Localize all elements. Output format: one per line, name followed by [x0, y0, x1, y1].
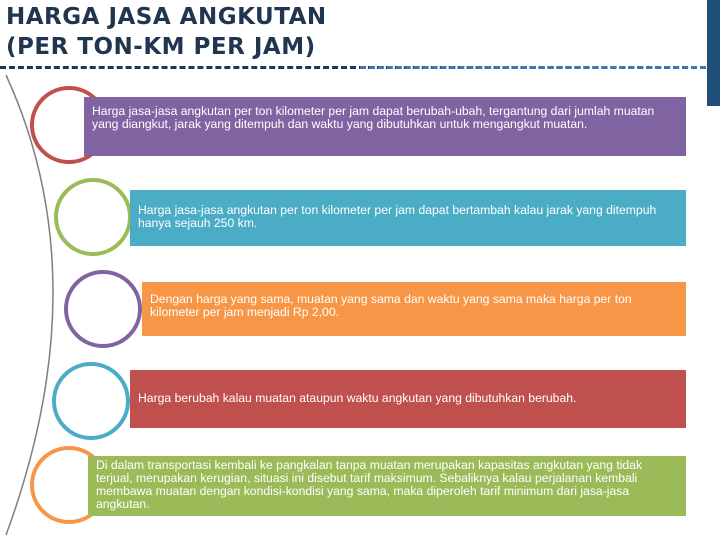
list-item-text: Di dalam transportasi kembali ke pangkalan tanpa muatan merupakan kapasitas angkutan yang tidak terjual, merupakan kerugian, situasi ini disebut tarif maksimum. Sebaliknya kalau perjalanan kembali membawa muatan dengan kondisi-kondisi yang sama, maka diperoleh tarif minimum dari jasa-jasa angkutan.: [96, 458, 643, 511]
list-item-1: [84, 97, 686, 156]
list-marker-circle-3: [64, 270, 142, 348]
list-item-text: Harga jasa-jasa angkutan per ton kilometer per jam dapat bertambah kalau jarak yang ditempuh hanya sejauh 250 km.: [138, 203, 657, 230]
list-item-4: [130, 370, 686, 428]
title-line-2: (PER TON-KM PER JAM): [6, 34, 316, 60]
list-item-3: [142, 282, 686, 336]
list-item-2: [130, 190, 686, 246]
list-item-text: Dengan harga yang sama, muatan yang sama dan waktu yang sama maka harga per ton kilometer per jam menjadi Rp 2,00.: [150, 292, 632, 319]
list-item-5: [88, 456, 686, 516]
list-item-text: Harga berubah kalau muatan ataupun waktu angkutan yang dibutuhkan berubah.: [138, 391, 577, 405]
list-item-text: Harga jasa-jasa angkutan per ton kilometer per jam dapat berubah-ubah, tergantung dari jumlah muatan yang diangkut, jarak yang ditempuh dan waktu yang dibutuhkan untuk mengangkut muatan.: [92, 104, 655, 131]
list-marker-circle-4: [52, 362, 130, 440]
list-marker-circle-2: [54, 178, 132, 256]
title-line-1: HARGA JASA ANGKUTAN: [6, 4, 327, 30]
